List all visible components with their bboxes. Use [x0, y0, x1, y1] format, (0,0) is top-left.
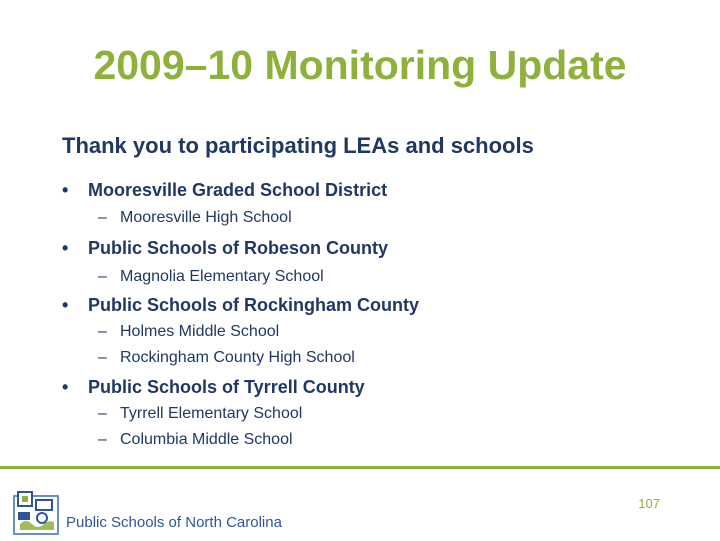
district-item [62, 294, 702, 316]
district-name: Public Schools of Robeson County [88, 238, 389, 258]
district-item [62, 237, 702, 259]
district-list [62, 179, 702, 453]
dash: – [98, 349, 107, 366]
school-name: Rockingham County High School [120, 349, 355, 366]
bullet: • [62, 377, 69, 397]
school-item [62, 345, 702, 371]
bullet: • [62, 295, 69, 315]
school-name: Holmes Middle School [120, 323, 280, 340]
school-item [62, 427, 702, 453]
dash: – [98, 268, 107, 285]
school-name: Tyrrell Elementary School [120, 405, 303, 422]
school-item [62, 401, 702, 427]
dash: – [98, 323, 107, 340]
footer-divider [0, 466, 720, 469]
district-item [62, 179, 702, 201]
district-item [62, 376, 702, 398]
school-name: Magnolia Elementary School [120, 268, 324, 285]
school-item [62, 264, 702, 290]
school-item [62, 205, 702, 231]
dash: – [98, 431, 107, 448]
page-number: 107 [638, 496, 660, 511]
slide-subtitle: Thank you to participating LEAs and schools [62, 133, 534, 158]
bullet: • [62, 180, 69, 200]
dash: – [98, 405, 107, 422]
slide-title: 2009–10 Monitoring Update [93, 42, 627, 88]
school-name: Mooresville High School [120, 209, 292, 226]
school-name: Columbia Middle School [120, 431, 293, 448]
dash: – [98, 209, 107, 226]
bullet: • [62, 238, 69, 258]
school-item [62, 319, 702, 345]
state-schools-logo-icon [12, 490, 60, 541]
district-name: Mooresville Graded School District [88, 180, 388, 200]
district-name: Public Schools of Rockingham County [88, 295, 420, 315]
footer-logo-text: Public Schools of North Carolina [66, 514, 282, 531]
district-name: Public Schools of Tyrrell County [88, 377, 365, 397]
